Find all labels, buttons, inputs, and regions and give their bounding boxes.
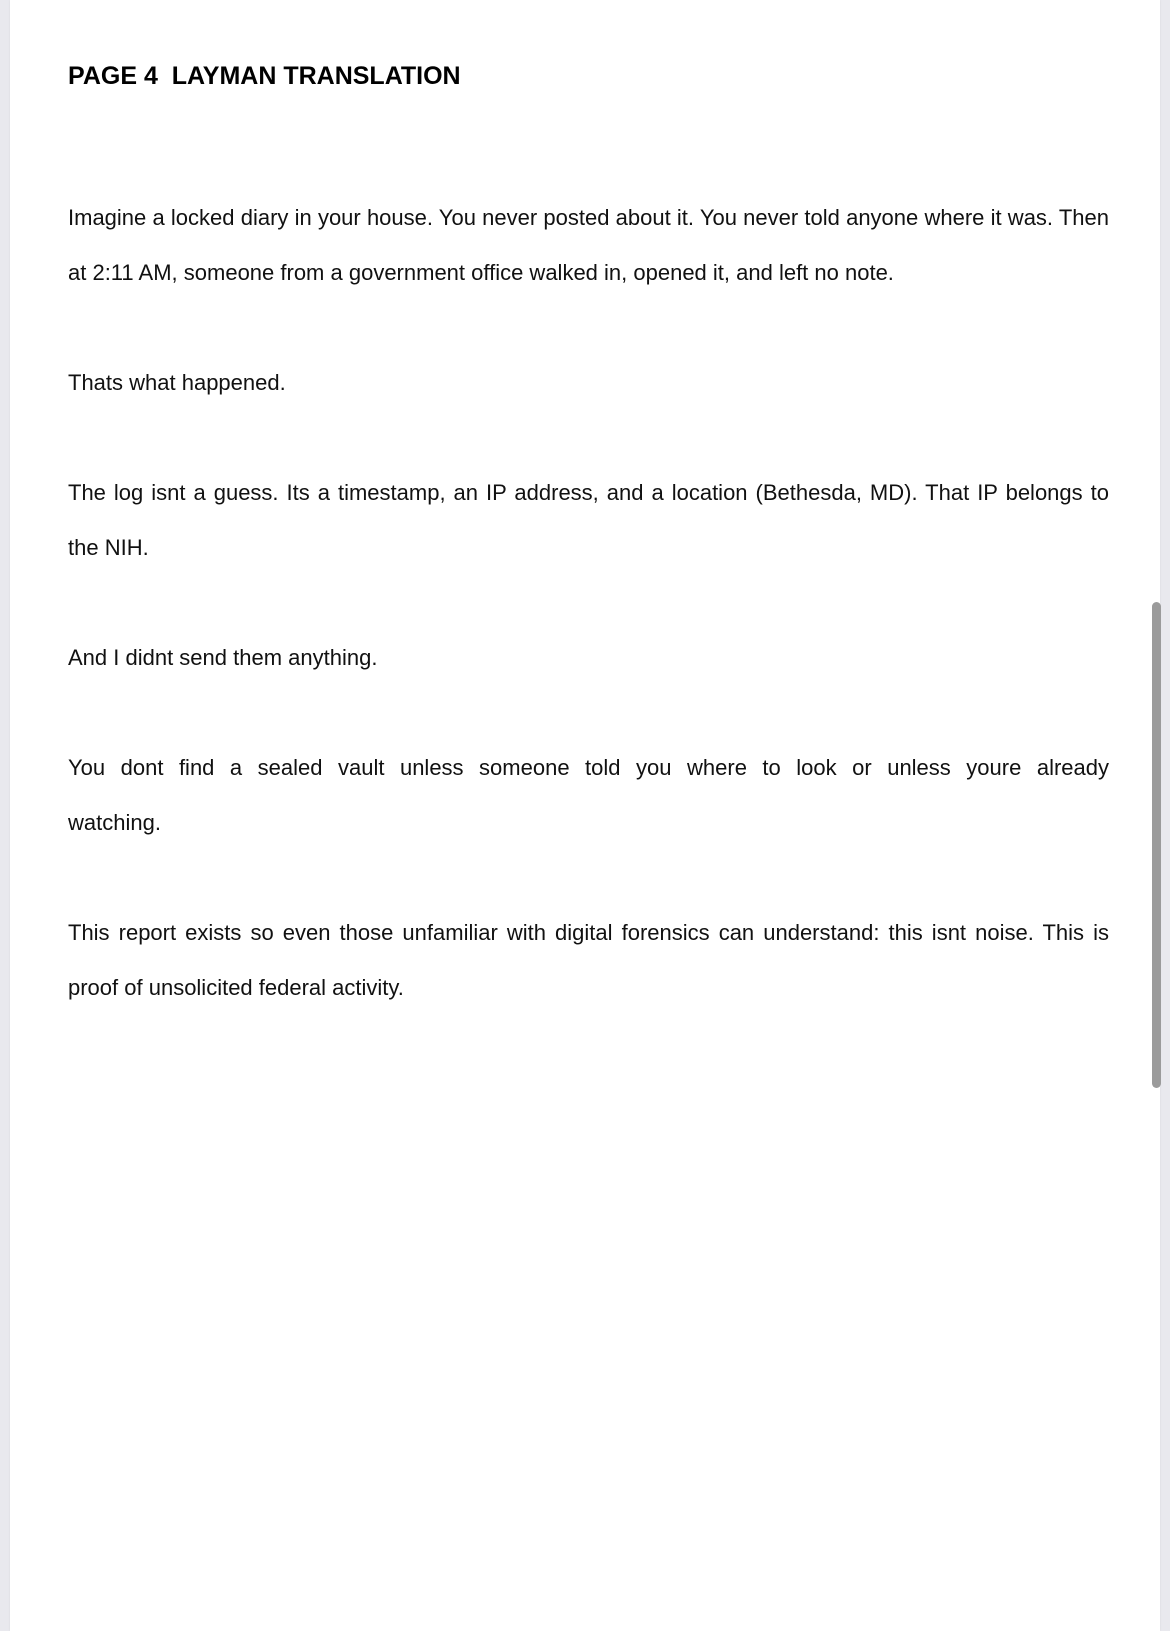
- paragraph-report-purpose: This report exists so even those unfamiliar with digital forensics can understand: this isnt noise. This is proof of unsolicited federal activity.: [68, 920, 1109, 1000]
- vertical-scrollbar-thumb[interactable]: [1152, 602, 1161, 1088]
- document-page: [10, 0, 1160, 1631]
- paragraph-what-happened: Thats what happened.: [68, 370, 286, 395]
- paragraph-nothing-sent: And I didnt send them anything.: [68, 645, 378, 670]
- page-heading: PAGE 4 LAYMAN TRANSLATION: [68, 62, 461, 90]
- paragraph-diary-analogy: Imagine a locked diary in your house. You never posted about it. You never told anyone where it was. Then at 2:11 AM, someone from a government office walked in, opened it, and left no note.: [68, 205, 1109, 285]
- paragraph-sealed-vault: You dont find a sealed vault unless someone told you where to look or unless youre already watching.: [68, 755, 1109, 835]
- paragraph-log-details: The log isnt a guess. Its a timestamp, an IP address, and a location (Bethesda, MD). That IP belongs to the NIH.: [68, 480, 1109, 560]
